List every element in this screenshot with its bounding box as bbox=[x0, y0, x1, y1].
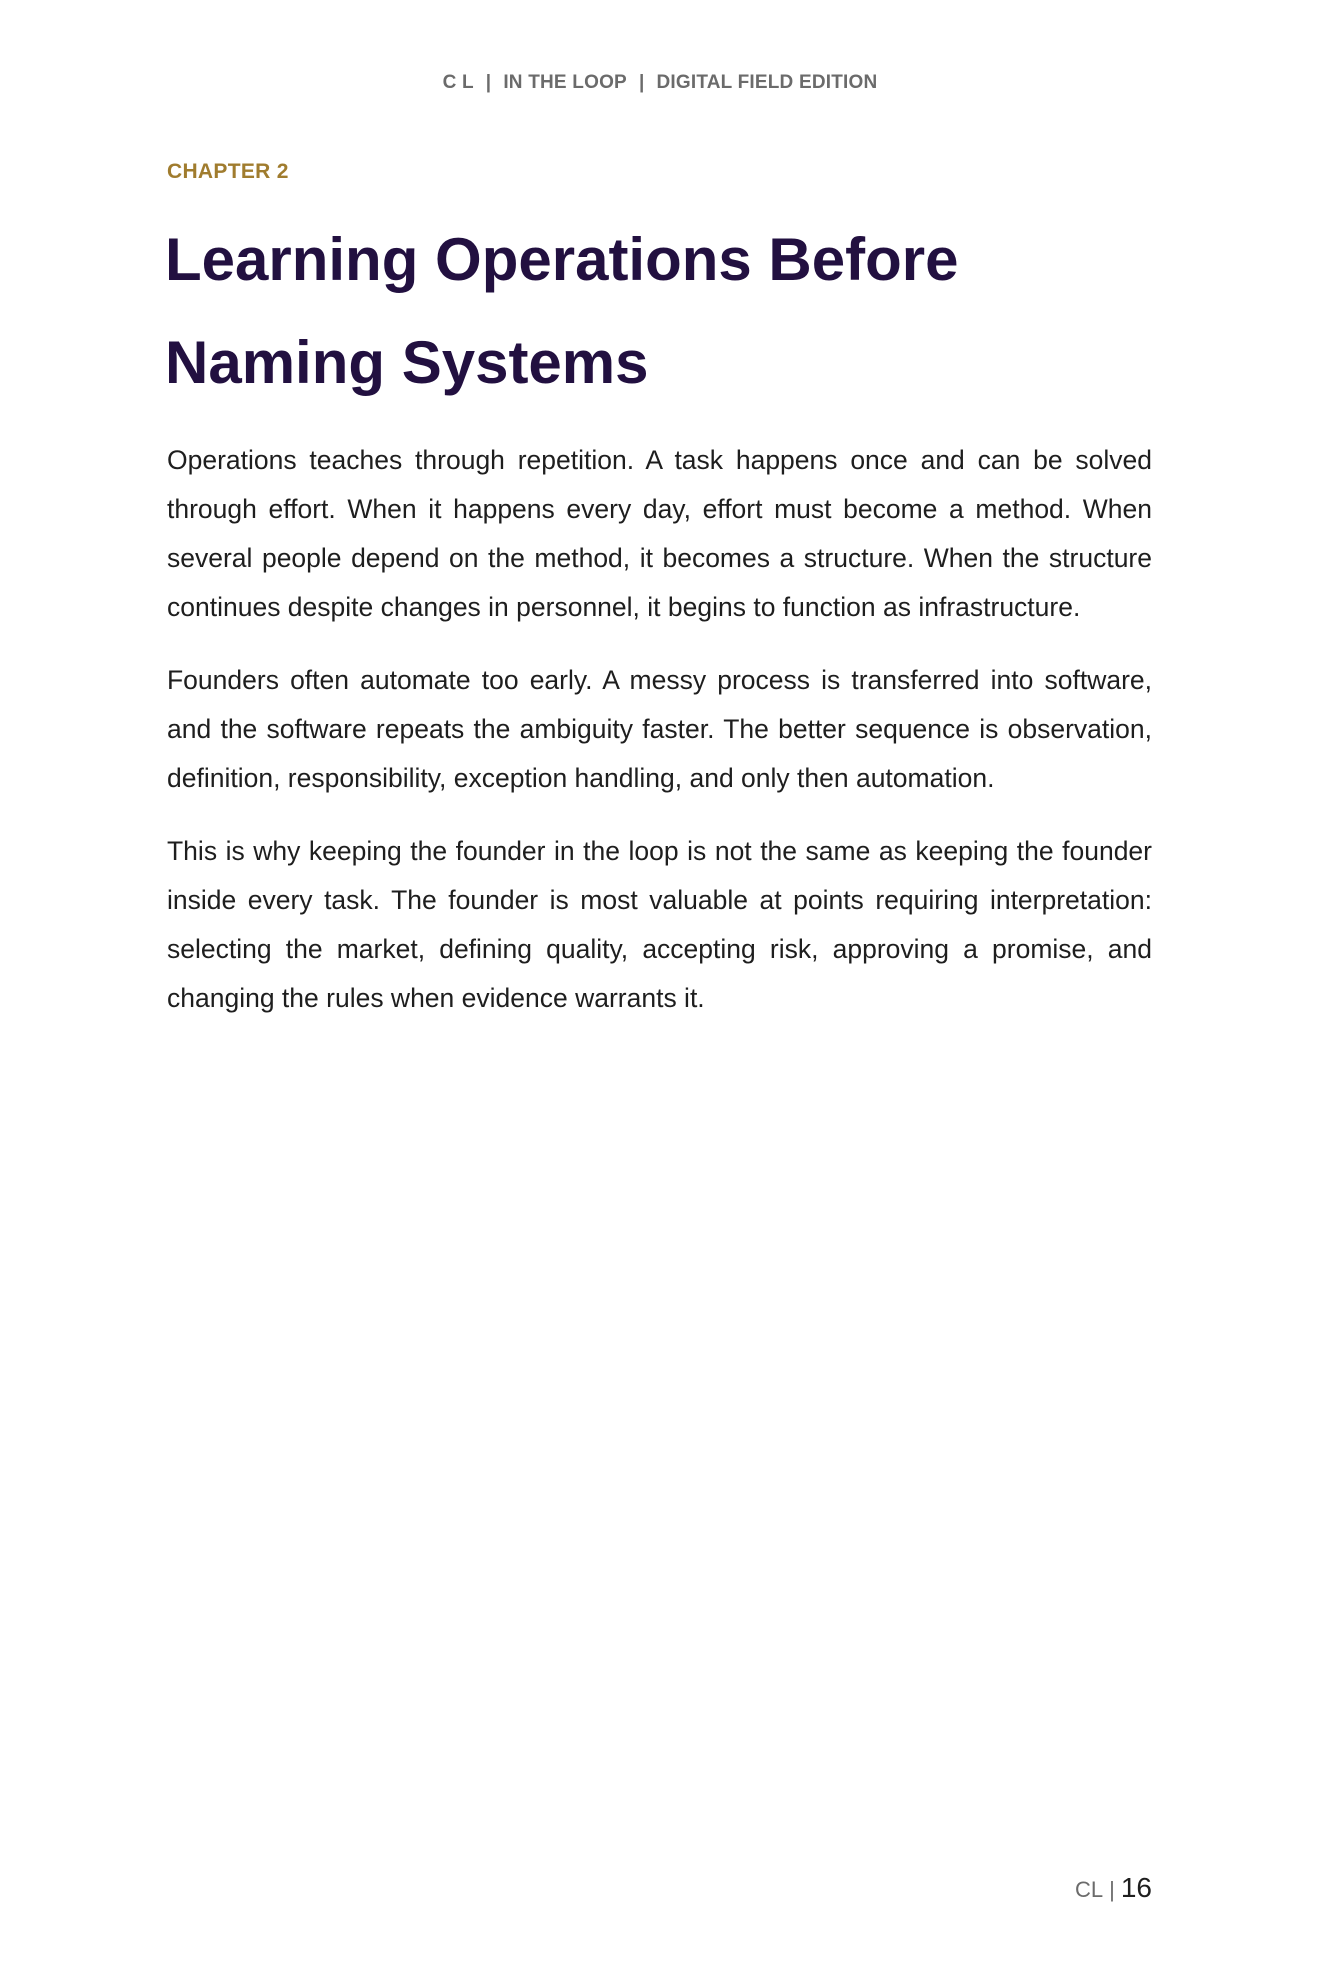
page-footer bbox=[1075, 1872, 1152, 1904]
paragraph: Founders often automate too early. A messy process is transferred into software, and the software repeats the ambiguity faster. The better sequence is observation, definition, responsibility, exception handling, and only then automation. bbox=[167, 665, 1152, 793]
header-initials: C L bbox=[442, 72, 474, 93]
chapter-title bbox=[165, 208, 1165, 414]
paragraph: Operations teaches through repetition. A task happens once and can be solved through effort. When it happens every day, effort must become a method. When several people depend on the method, it becomes a structure. When the structure continues despite changes in personnel, it begins to function as infrastructure. bbox=[167, 445, 1152, 622]
header-edition: DIGITAL FIELD EDITION bbox=[656, 72, 878, 93]
chapter-title-line-2: Naming Systems bbox=[165, 329, 649, 396]
footer-initials: CL bbox=[1075, 1877, 1104, 1902]
paragraph: This is why keeping the founder in the loop is not the same as keeping the founder inside every task. The founder is most valuable at points requiring interpretation: selecting the market, defining quality, accepting risk, approving a promise, and changing the rules when evidence warrants it. bbox=[167, 836, 1152, 1013]
chapter-title-line-1: Learning Operations Before bbox=[165, 226, 959, 293]
page-number: 16 bbox=[1120, 1872, 1152, 1903]
body-text bbox=[167, 436, 1152, 1047]
running-header bbox=[0, 72, 1320, 94]
header-book-title: IN THE LOOP bbox=[503, 72, 627, 93]
header-separator: | bbox=[638, 72, 645, 93]
chapter-label: CHAPTER 2 bbox=[167, 160, 289, 183]
footer-separator: | bbox=[1109, 1877, 1115, 1902]
header-separator: | bbox=[485, 72, 492, 93]
